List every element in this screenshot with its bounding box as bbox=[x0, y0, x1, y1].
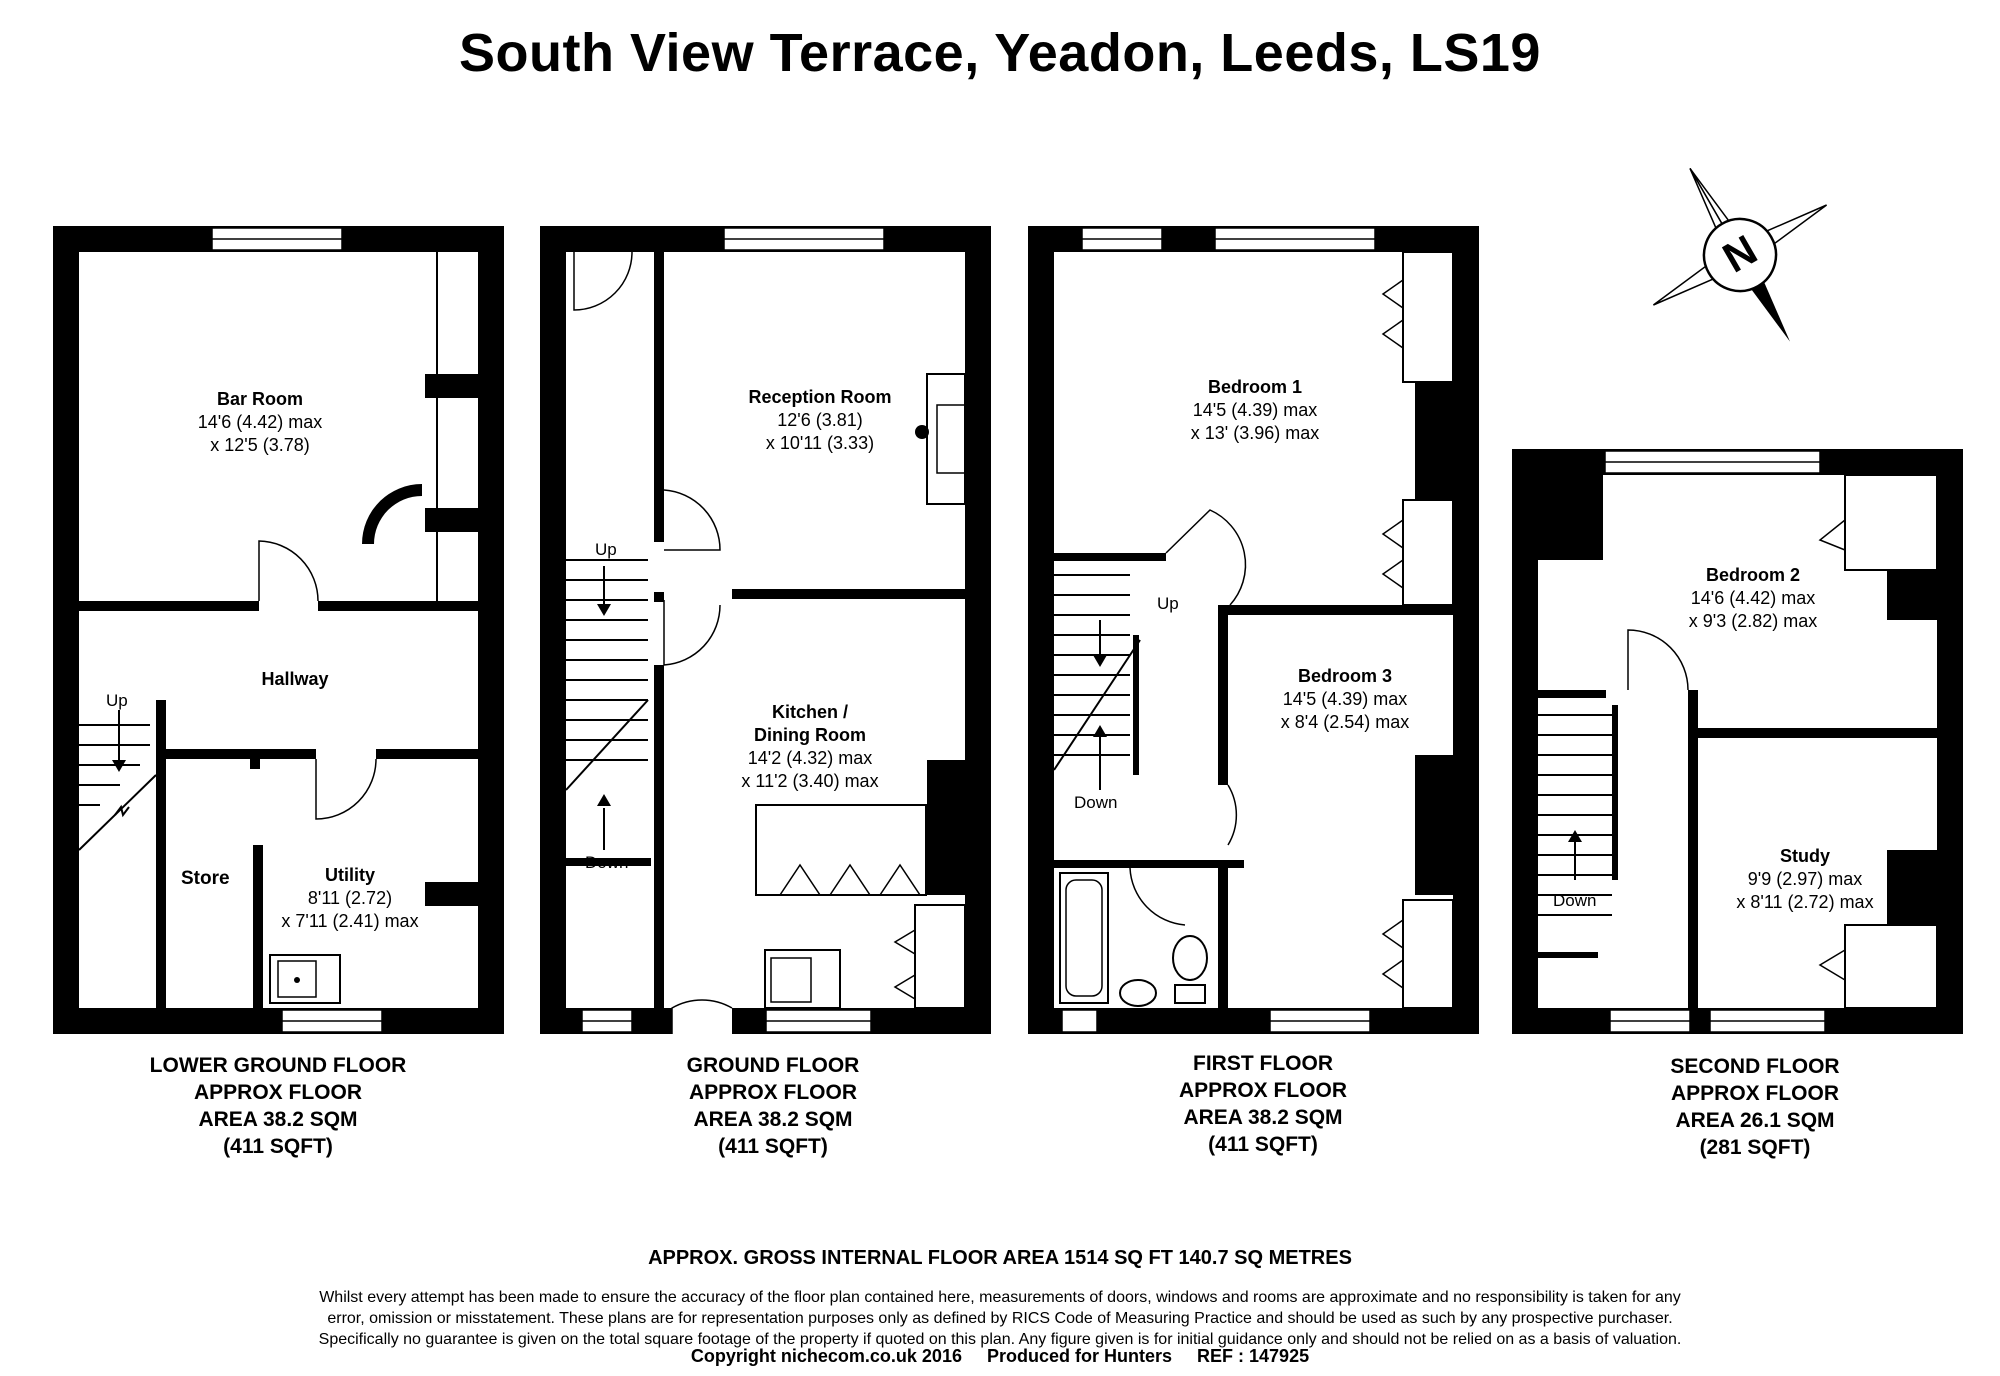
second-floor-plan bbox=[1512, 449, 1963, 1034]
room-reception: Reception Room 12'6 (3.81) x 10'11 (3.33) bbox=[748, 387, 892, 453]
room-utility: Utility 8'11 (2.72) x 7'11 (2.41) max bbox=[281, 865, 419, 931]
room-kitchen-dining: Kitchen / Dining Room 14'2 (4.32) max x 11'2 (3.40) max bbox=[741, 702, 879, 791]
compass-north-label: N bbox=[1714, 225, 1765, 282]
footer bbox=[0, 1346, 2000, 1367]
plan-title: South View Terrace, Yeadon, Leeds, LS19 bbox=[459, 23, 1541, 83]
footer-copyright: Copyright nichecom.co.uk 2016 bbox=[690, 1346, 962, 1366]
room-hallway: Hallway bbox=[261, 669, 329, 689]
disclaimer: Whilst every attempt has been made to ensure the accuracy of the floor plan contained here, measurements of doors, windows and rooms are approximate and no responsibility is taken for any error, omission or misstatement. These plans are for representation purposes only as defined by RICS Code of Measuring Practice and should be used as such by any prospective purchaser. Specifically no guarantee is given on the total square footage of the property if quoted on this plan. Any figure given is for initial guidance only and should not be relied on as a basis of valuation. bbox=[318, 1289, 1682, 1348]
room-store: Store bbox=[181, 868, 230, 889]
footer-ref: REF : 147925 bbox=[1197, 1346, 1310, 1366]
stair-up-label: Up bbox=[106, 691, 128, 710]
gross-area: APPROX. GROSS INTERNAL FLOOR AREA 1514 SQ FT 140.7 SQ METRES bbox=[648, 1247, 1352, 1269]
footer-produced: Produced for Hunters bbox=[986, 1346, 1173, 1366]
stair-up-label: Up bbox=[1157, 594, 1179, 613]
floor-caption-ground: GROUND FLOOR APPROX FLOOR AREA 38.2 SQM (411 SQFT) bbox=[686, 1054, 860, 1158]
floor-caption-lower-ground: LOWER GROUND FLOOR APPROX FLOOR AREA 38.2 SQM (411 SQFT) bbox=[149, 1054, 407, 1158]
room-bedroom-1: Bedroom 1 14'5 (4.39) max x 13' (3.96) max bbox=[1190, 377, 1320, 443]
room-study: Study 9'9 (2.97) max x 8'11 (2.72) max bbox=[1736, 846, 1874, 912]
room-bedroom-3: Bedroom 3 14'5 (4.39) max x 8'4 (2.54) max bbox=[1280, 666, 1410, 732]
stair-up-label: Up bbox=[595, 540, 617, 559]
stair-down-label: Down bbox=[1553, 891, 1597, 910]
stair-down-label: Down bbox=[1074, 793, 1118, 812]
room-bedroom-2: Bedroom 2 14'6 (4.42) max x 9'3 (2.82) max bbox=[1688, 565, 1818, 631]
room-bar-room: Bar Room 14'6 (4.42) max x 12'5 (3.78) bbox=[197, 389, 323, 455]
floor-caption-first: FIRST FLOOR APPROX FLOOR AREA 38.2 SQM (411 SQFT) bbox=[1178, 1052, 1347, 1156]
floor-caption-second: SECOND FLOOR APPROX FLOOR AREA 26.1 SQM (281 SQFT) bbox=[1670, 1055, 1840, 1159]
stair-down-label: Down bbox=[585, 853, 629, 872]
first-floor-plan bbox=[1028, 226, 1479, 1034]
ground-floor-plan bbox=[540, 226, 991, 1034]
